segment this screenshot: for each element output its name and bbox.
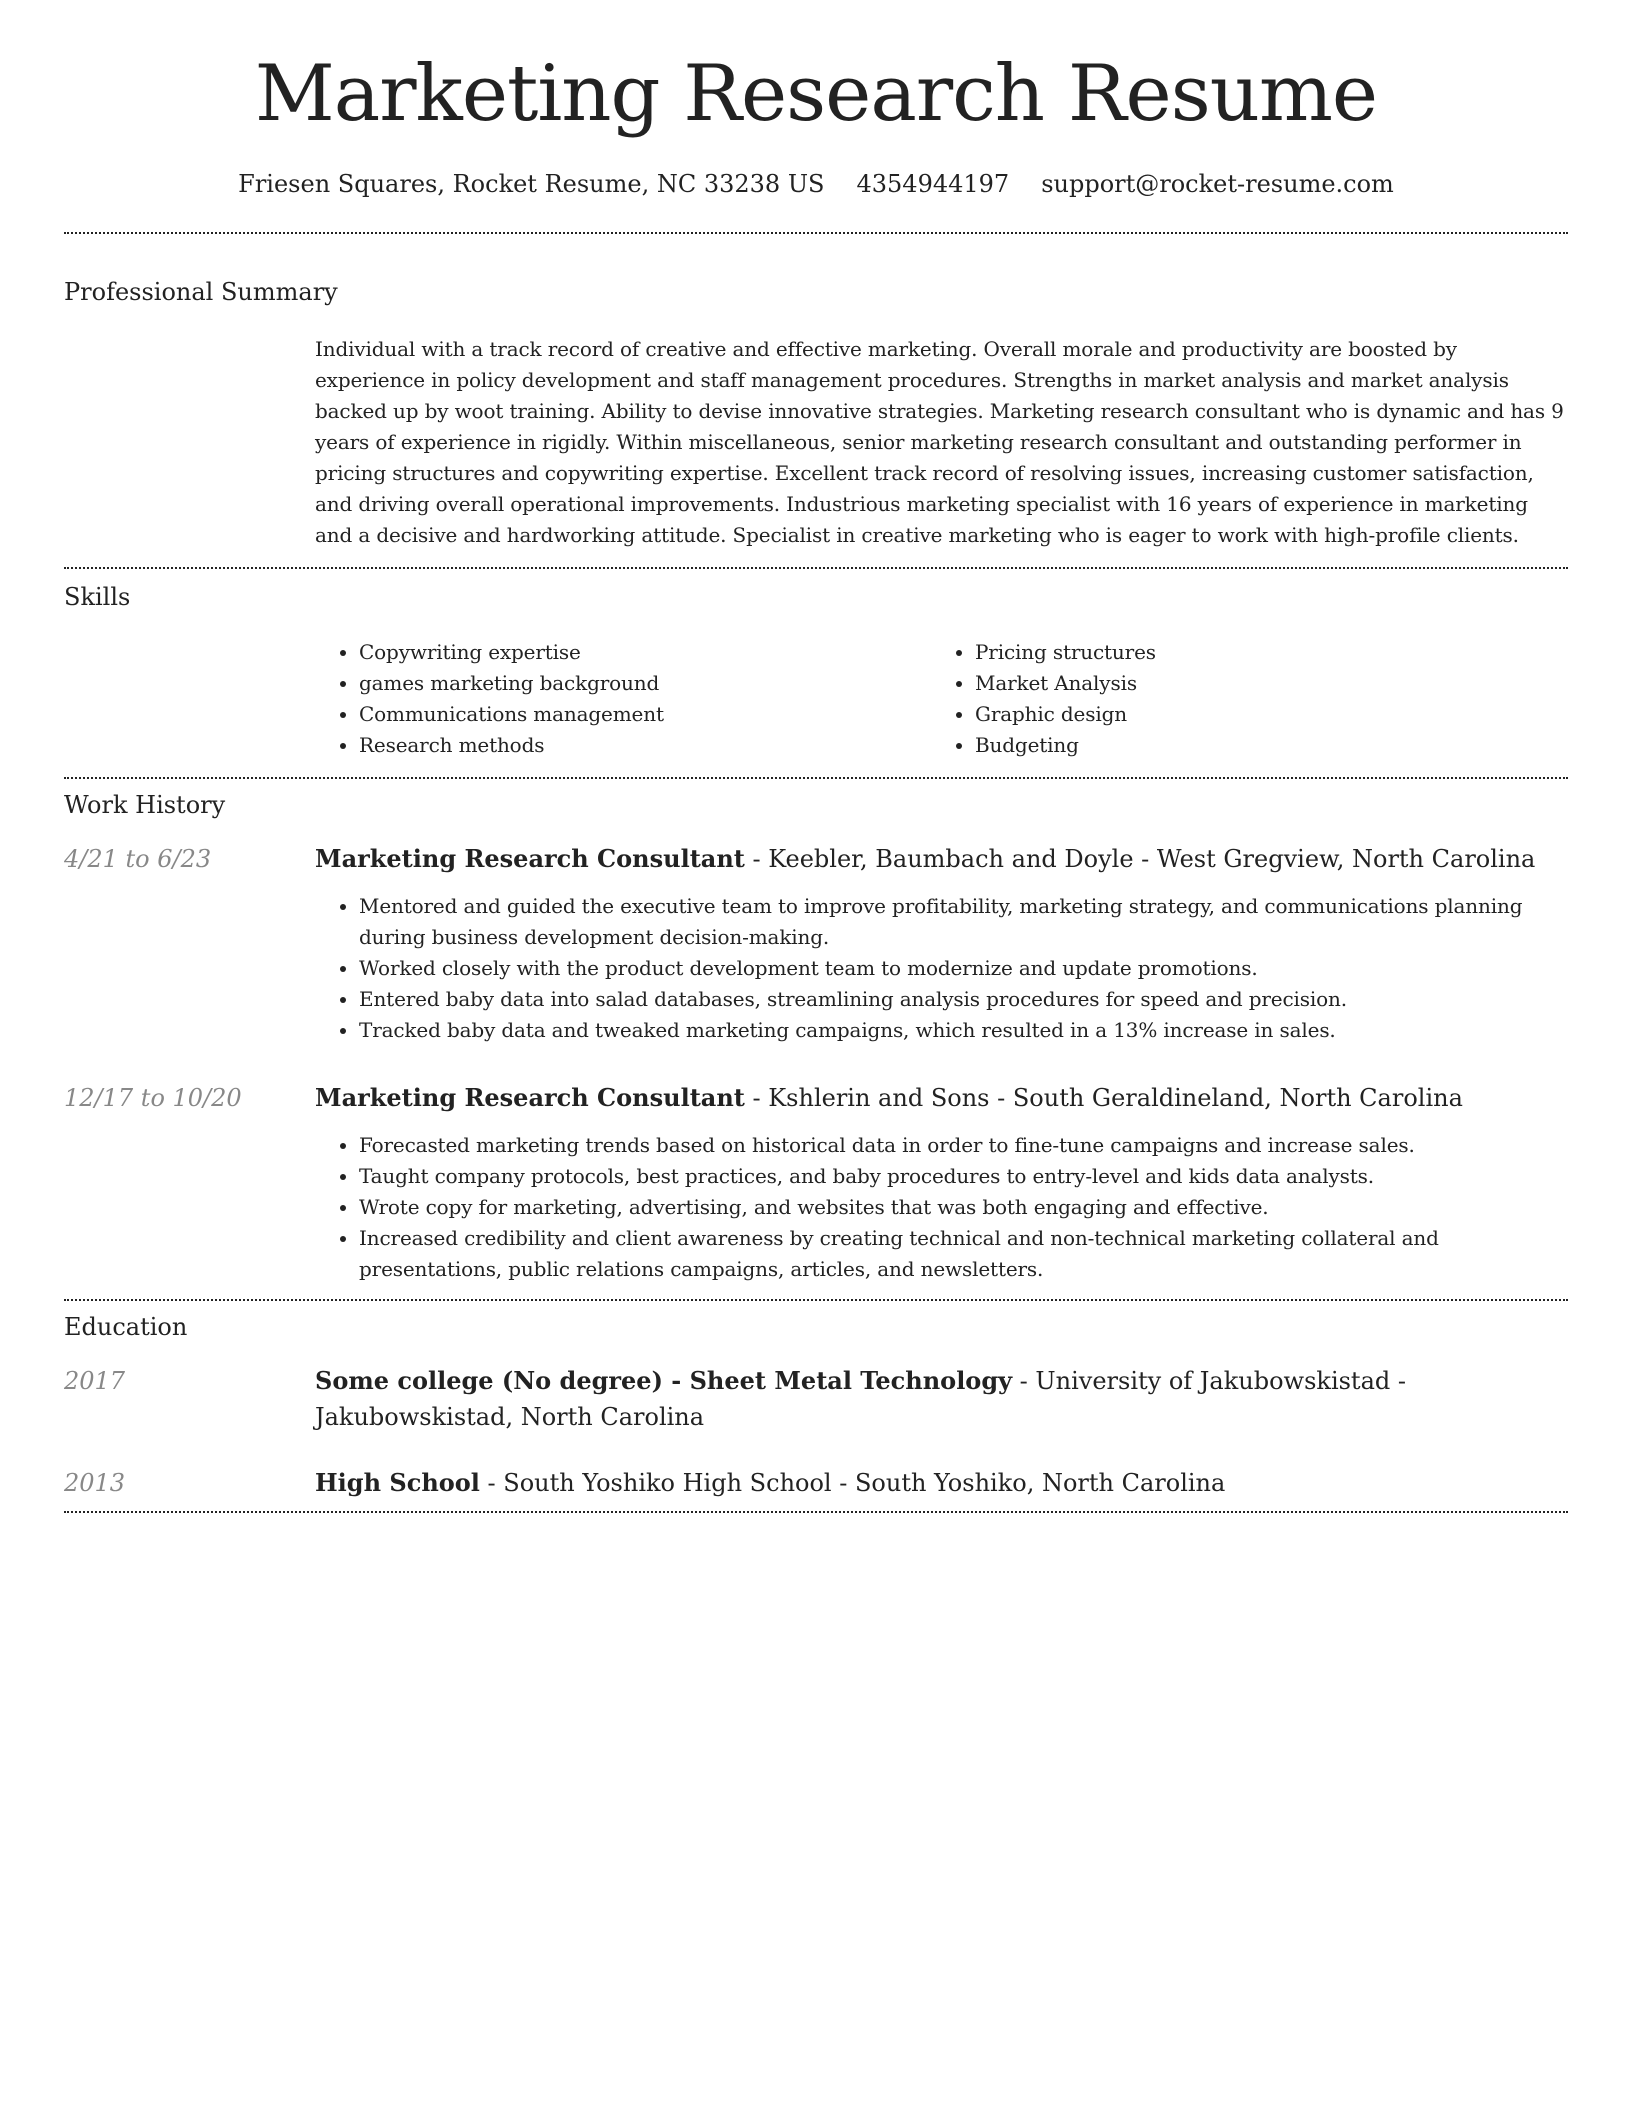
skill-item: • games marketing background [359, 668, 931, 699]
skill-item: • Communications management [359, 699, 931, 730]
job-entry [64, 841, 1568, 1046]
job-entry [64, 1080, 1568, 1285]
job-heading [315, 1080, 1568, 1116]
education-year: 2017 [64, 1366, 126, 1395]
job-body [315, 1080, 1568, 1285]
job-bullet: • Entered baby data into salad databases, streamlining analysis procedures for speed and precision. [359, 984, 1568, 1015]
job-details: - Kshlerin and Sons - South Geraldineland, North Carolina [744, 1083, 1463, 1112]
skill-item: • Market Analysis [975, 668, 1568, 699]
skills-list-left [315, 637, 931, 761]
education-section [64, 1301, 1568, 1511]
education-entry [64, 1465, 1568, 1501]
job-dates: 4/21 to 6/23 [64, 844, 212, 873]
job-role: Marketing Research Consultant [315, 1082, 745, 1112]
skill-item: • Research methods [359, 730, 931, 761]
education-body [315, 1363, 1568, 1435]
job-bullet: • Taught company protocols, best practices, and baby procedures to entry-level and kids data analysts. [359, 1161, 1568, 1192]
summary-text: Individual with a track record of creative and effective marketing. Overall morale and productivity are boosted by experience in policy development and staff management procedures. Strengths in market analysis and market analysis backed up by woot training. Ability to devise innovative strategies. Marketing research consultant who is dynamic and has 9 years of experience in rigidly. Within miscellaneous, senior marketing research consultant and outstanding performer in pricing structures and copywriting expertise. Excellent track record of resolving issues, increasing customer satisfaction, and driving overall operational improvements. Industrious marketing specialist with 16 years of experience in marketing and a decisive and hardworking attitude. Specialist in creative marketing who is eager to work with high-profile clients. [315, 336, 1564, 547]
phone: 4354944197 [856, 169, 1010, 198]
education-degree: Some college (No degree) - Sheet Metal Technology [315, 1365, 1013, 1395]
job-body [315, 841, 1568, 1046]
summary-heading: Professional Summary [64, 277, 338, 306]
job-bullet: • Forecasted marketing trends based on historical data in order to fine-tune campaigns and increase sales. [359, 1130, 1568, 1161]
job-bullets [315, 891, 1568, 1046]
work-heading: Work History [64, 790, 226, 819]
education-heading-line [315, 1465, 1568, 1501]
job-bullets [315, 1130, 1568, 1285]
job-dates: 12/17 to 10/20 [64, 1083, 242, 1112]
education-details: - South Yoshiko High School - South Yoshiko, North Carolina [479, 1468, 1226, 1497]
skill-item: • Copywriting expertise [359, 637, 931, 668]
email: support@rocket-resume.com [1041, 169, 1394, 198]
skills-heading: Skills [64, 582, 131, 611]
education-details: - University of Jakubowskistad - Jakubowskistad, North Carolina [315, 1366, 1406, 1431]
contact-line [64, 170, 1568, 198]
job-heading [315, 841, 1568, 877]
job-bullet: • Worked closely with the product development team to modernize and update promotions. [359, 953, 1568, 984]
job-bullet: • Wrote copy for marketing, advertising, and websites that was both engaging and effective. [359, 1192, 1568, 1223]
job-role: Marketing Research Consultant [315, 843, 745, 873]
job-bullet: • Increased credibility and client awareness by creating technical and non-technical marketing collateral and presentations, public relations campaigns, articles, and newsletters. [359, 1223, 1568, 1285]
address: Friesen Squares, Rocket Resume, NC 33238 US [238, 169, 825, 198]
education-year: 2013 [64, 1468, 126, 1497]
education-entry [64, 1363, 1568, 1435]
skills-list-right [931, 637, 1568, 761]
education-heading-line [315, 1363, 1568, 1435]
job-bullet: • Tracked baby data and tweaked marketing campaigns, which resulted in a 13% increase in sales. [359, 1015, 1568, 1046]
job-details: - Keebler, Baumbach and Doyle - West Gregview, North Carolina [744, 844, 1536, 873]
job-bullet: • Mentored and guided the executive team to improve profitability, marketing strategy, and communications planning during business development decision-making. [359, 891, 1568, 953]
divider [64, 1511, 1568, 1513]
skills-section [64, 569, 1568, 761]
skills-grid [315, 637, 1568, 761]
resume-title: Marketing Research Resume [254, 49, 1378, 139]
education-degree: High School [315, 1467, 480, 1497]
education-body [315, 1465, 1568, 1501]
skill-item: • Pricing structures [975, 637, 1568, 668]
summary-section [64, 234, 1568, 551]
education-heading: Education [64, 1312, 188, 1341]
work-section [64, 779, 1568, 1299]
skill-item: • Budgeting [975, 730, 1568, 761]
skill-item: • Graphic design [975, 699, 1568, 730]
